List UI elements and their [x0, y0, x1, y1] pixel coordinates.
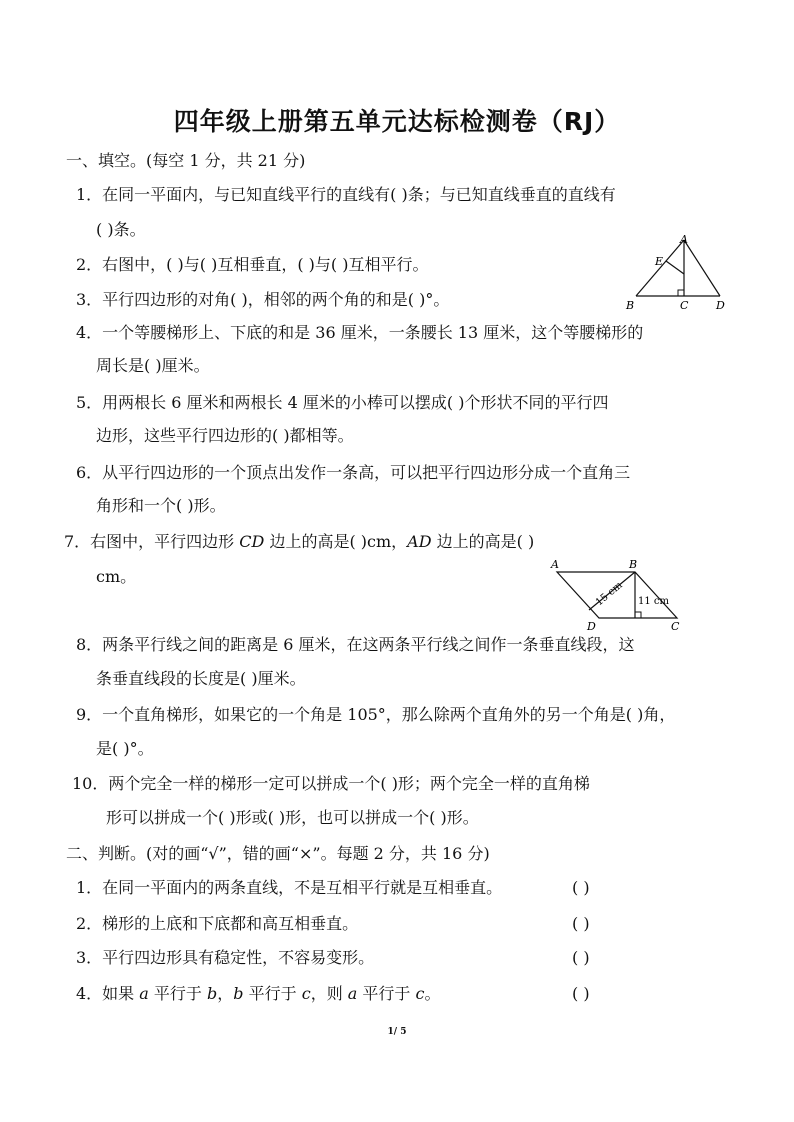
fig1-label-c: C	[680, 299, 689, 312]
question-8-line-2: 条垂直线段的长度是( )厘米。	[96, 669, 306, 688]
q7-var-ad: AD	[407, 532, 432, 551]
page-title: 四年级上册第五单元达标检测卷（RJ）	[173, 107, 621, 136]
q7-text-3: 边上的高是( )	[431, 532, 535, 551]
question-6-line-1: 6．从平行四边形的一个顶点出发作一条高，可以把平行四边形分成一个直角三	[76, 463, 631, 482]
question-1-line-1: 1．在同一平面内，与已知直线平行的直线有( )条；与已知直线垂直的直线有	[76, 185, 616, 204]
question-5-line-2: 边形，这些平行四边形的( )都相等。	[96, 426, 354, 445]
question-3: 3．平行四边形的对角( )，相邻的两个角的和是( )°。	[76, 290, 450, 309]
j4-t2: 平行于	[148, 984, 208, 1003]
j4-var-a2: a	[347, 984, 358, 1003]
question-10-line-2: 形可以拼成一个( )形或( )形，也可以拼成一个( )形。	[106, 808, 479, 827]
fig2-label-c: C	[671, 620, 680, 633]
judge-2-answer[interactable]: ( )	[572, 914, 590, 933]
section2-heading: 二、判断。(对的画“√”，错的画“×”。每题 2 分，共 16 分)	[66, 844, 490, 863]
q7-text-1: 7．右图中，平行四边形	[64, 532, 240, 551]
question-7-line-1	[64, 531, 534, 553]
fig2-label-a: A	[551, 558, 559, 571]
triangle-figure	[622, 230, 732, 312]
fig2-label-15cm: 15 cm	[593, 579, 625, 609]
j4-var-a: a	[139, 984, 149, 1003]
j4-t4: 平行于	[243, 984, 302, 1003]
judge-1: 1．在同一平面内的两条直线，不是互相平行就是互相垂直。	[76, 878, 503, 897]
question-4-line-1: 4．一个等腰梯形上、下底的和是 36 厘米，一条腰长 13 厘米，这个等腰梯形的	[76, 323, 644, 342]
j4-var-b: b	[207, 984, 218, 1003]
parallelogram-figure	[543, 556, 693, 634]
question-2: 2．右图中，( )与( )互相垂直，( )与( )互相平行。	[76, 255, 429, 274]
judge-4-answer[interactable]: ( )	[572, 984, 590, 1003]
fig2-label-d: D	[587, 620, 596, 633]
j4-var-c2: c	[415, 984, 425, 1003]
j4-var-c: c	[301, 984, 311, 1003]
question-5-line-1: 5．用两根长 6 厘米和两根长 4 厘米的小棒可以摆成( )个形状不同的平行四	[76, 393, 609, 412]
fig1-label-d: D	[716, 299, 725, 312]
q7-text-2: 边上的高是( )cm，	[264, 532, 408, 551]
fig2-label-b: B	[629, 558, 638, 571]
question-6-line-2: 角形和一个( )形。	[96, 496, 226, 515]
fig1-label-e: E	[655, 255, 664, 268]
question-10-line-1: 10．两个完全一样的梯形一定可以拼成一个( )形；两个完全一样的直角梯	[72, 774, 590, 793]
j4-t3: ，	[217, 984, 234, 1003]
q7-var-cd: CD	[239, 532, 265, 551]
page-number: 1/ 5	[387, 1027, 407, 1037]
question-9-line-2: 是( )°。	[96, 739, 154, 758]
question-7-line-2: cm。	[96, 567, 137, 586]
question-1-line-2: ( )条。	[96, 220, 146, 239]
fig2-label-11cm: 11 cm	[638, 596, 669, 607]
j4-var-b2: b	[233, 984, 244, 1003]
fig1-label-b: B	[626, 299, 635, 312]
fig1-label-a: A	[680, 233, 688, 246]
judge-2: 2．梯形的上底和下底都和高互相垂直。	[76, 914, 359, 933]
question-8-line-1: 8．两条平行线之间的距离是 6 厘米，在这两条平行线之间作一条垂直线段，这	[76, 635, 635, 654]
section1-heading: 一、填空。(每空 1 分，共 21 分)	[66, 151, 306, 170]
j4-t1: 4．如果	[76, 984, 140, 1003]
j4-t6: 平行于	[357, 984, 416, 1003]
judge-1-answer[interactable]: ( )	[572, 878, 590, 897]
j4-t5: ，则	[310, 984, 348, 1003]
question-4-line-2: 周长是( )厘米。	[96, 356, 210, 375]
judge-4	[76, 983, 441, 1005]
question-9-line-1: 9．一个直角梯形，如果它的一个角是 105°，那么除两个直角外的另一个角是( )角，	[76, 705, 676, 724]
j4-t7: 。	[424, 984, 441, 1003]
judge-3-answer[interactable]: ( )	[572, 948, 590, 967]
judge-3: 3．平行四边形具有稳定性，不容易变形。	[76, 948, 375, 967]
